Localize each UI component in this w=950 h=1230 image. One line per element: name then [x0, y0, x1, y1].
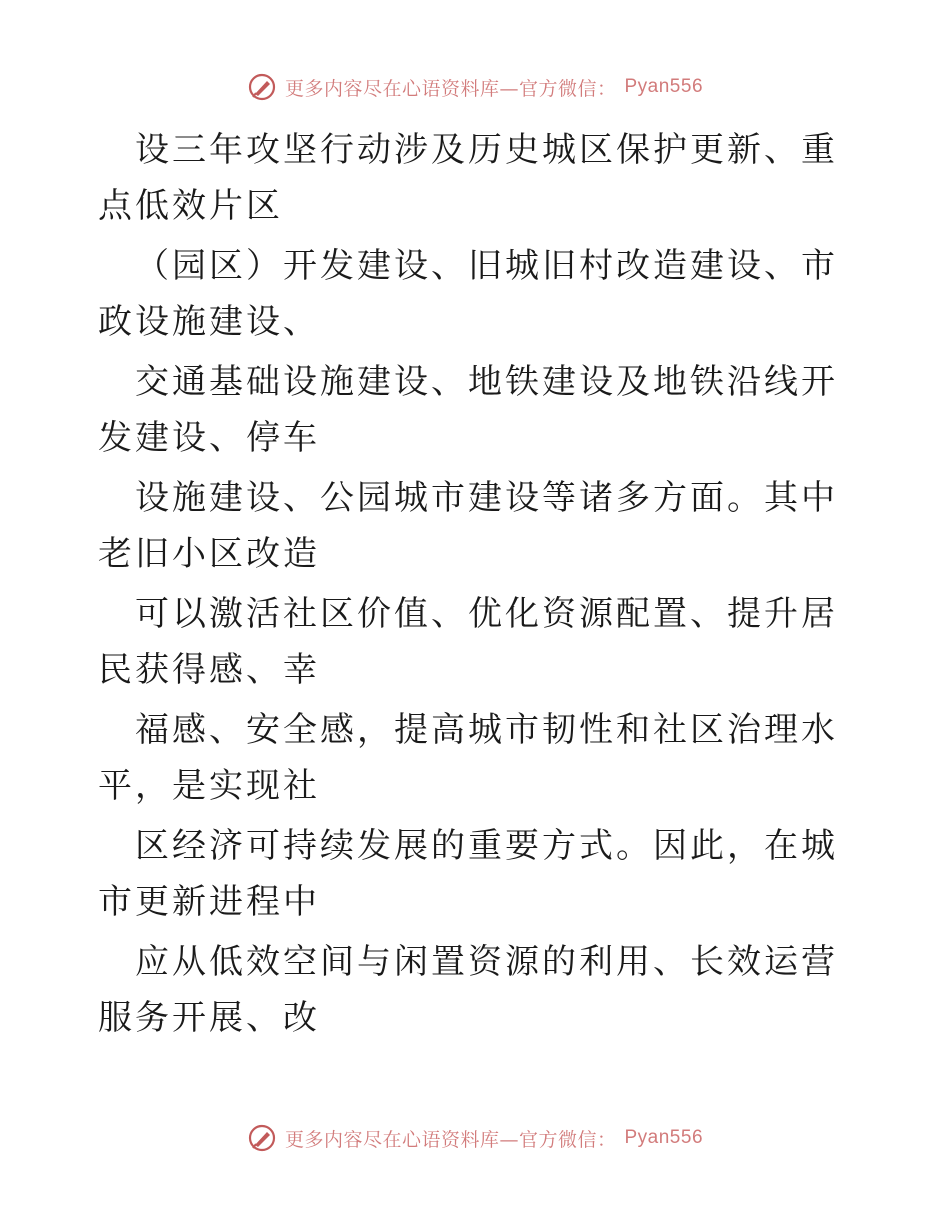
header-watermark — [0, 72, 950, 102]
paragraph: 交通基础设施建设、地铁建设及地铁沿线开发建设、停车 — [98, 362, 838, 458]
paragraph: 应从低效空间与闲置资源的利用、长效运营服务开展、改 — [98, 942, 838, 1038]
paragraph: 福感、安全感，提高城市韧性和社区治理水平，是实现社 — [98, 710, 838, 806]
watermark-wechat-id: Pyan556 — [624, 76, 704, 97]
paragraph: 可以激活社区价值、优化资源配置、提升居民获得感、幸 — [98, 594, 838, 690]
paragraph: （园区）开发建设、旧城旧村改造建设、市政设施建设、 — [98, 246, 838, 342]
watermark-text: 更多内容尽在心语资料库—官方微信： — [284, 1128, 617, 1151]
watermark-text: 更多内容尽在心语资料库—官方微信： — [284, 77, 617, 100]
quill-pen-logo-icon — [247, 1123, 277, 1153]
paragraph: 设施建设、公园城市建设等诸多方面。其中老旧小区改造 — [98, 478, 838, 574]
document-body — [98, 122, 858, 1050]
quill-pen-logo-icon — [247, 72, 277, 102]
footer-watermark — [0, 1123, 950, 1153]
watermark-wechat-id: Pyan556 — [624, 1127, 704, 1148]
paragraph: 区经济可持续发展的重要方式。因此，在城市更新进程中 — [98, 826, 838, 922]
paragraph: 设三年攻坚行动涉及历史城区保护更新、重点低效片区 — [98, 130, 838, 226]
